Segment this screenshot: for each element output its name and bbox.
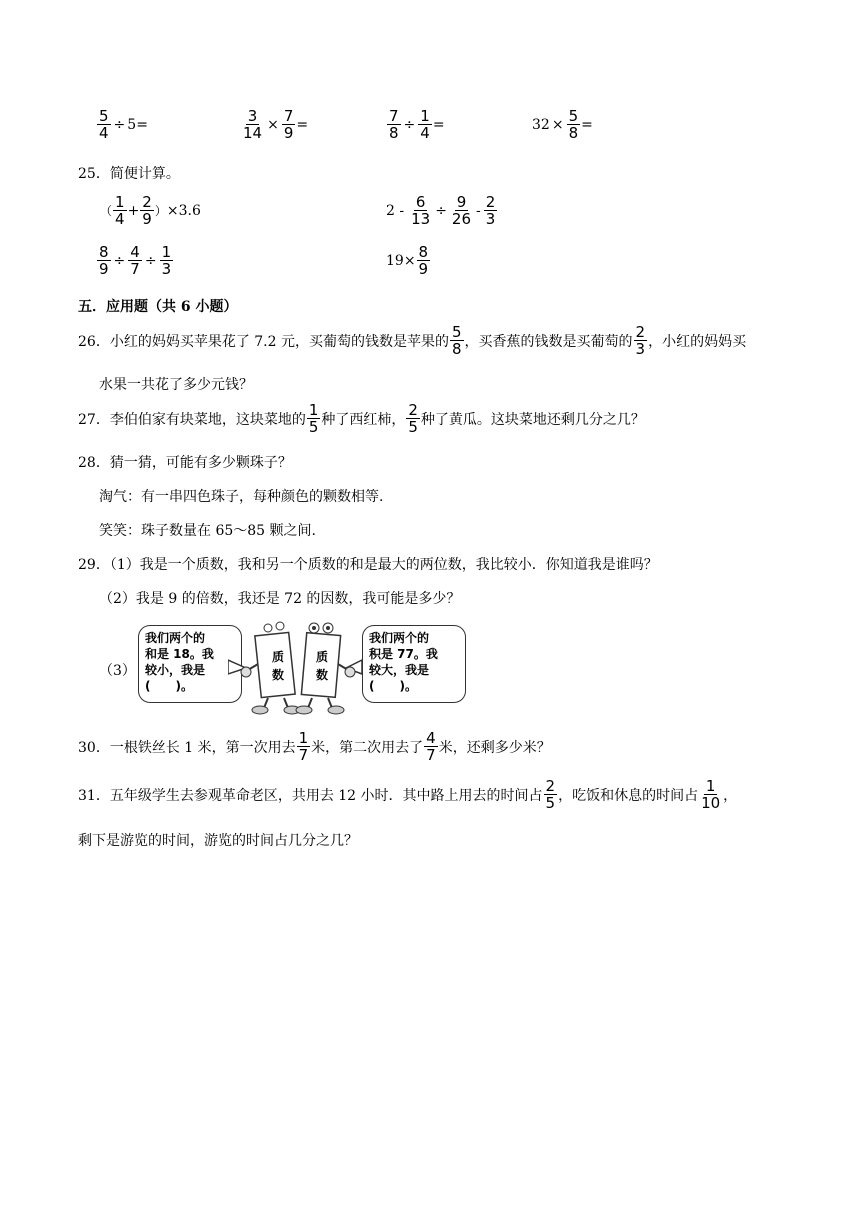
equals: = [581,116,593,133]
section-heading: 五．应用题（共 6 小题） [78,299,238,315]
question-30 [78,730,551,763]
fraction: $\frac{4}{7}$ [130,243,140,278]
head: 2 - [386,202,405,219]
q25-expr-4 [386,244,431,277]
question-26-line2: 水果一共花了多少元钱？ [99,377,253,393]
speech-bubble-right: 我们两个的 积是 77。我 较大，我是 ( )。 [362,625,466,703]
expr-1 [96,108,148,141]
text: 26．小红的妈妈买苹果花了 7.2 元，买葡萄的钱数是苹果的 [78,333,449,350]
card-left-text: 质 数 [271,650,284,682]
expr-2 [240,108,308,141]
fraction: $\frac{1}{4}$ [420,107,430,142]
text: 种了西红柿， [321,411,406,428]
cartoon-figures-icon [228,620,368,716]
paren-open: （ [100,204,113,218]
equals: = [296,116,309,133]
question-26 [78,324,746,357]
text: 种了黄瓜。这块菜地还剩几分之几？ [420,411,645,428]
equals: = [432,116,445,133]
equals: = [136,116,148,133]
question-25-label: 25．简便计算。 [78,166,180,182]
fraction: $\frac{2}{3}$ [635,323,646,358]
fraction: $\frac{5}{8}$ [451,323,462,358]
text: ，吃饭和休息的时间占 [558,787,699,804]
fraction: $\frac{9}{26}$ [451,193,472,228]
fraction: $\frac{5}{8}$ [568,107,579,142]
q25-expr-2 [386,194,498,227]
head: 19× [386,252,416,269]
question-29: 29．（1）我是一个质数，我和另一个质数的和是最大的两位数，我比较小．你知道我是谁吗？ [78,557,658,573]
fraction: $\frac{3}{14}$ [243,107,263,142]
operator: ÷ [113,252,126,269]
operator: × [267,116,279,133]
paren-close: ） [154,204,167,218]
fraction: $\frac{2}{5}$ [408,401,418,436]
fraction: $\frac{8}{9}$ [418,243,429,278]
fraction: $\frac{6}{13}$ [411,193,431,228]
question-28-line2: 淘气：有一串四色珠子，每种颜色的颗数相等. [99,489,384,505]
fraction: $\frac{2}{9}$ [142,193,152,228]
operator: - [476,202,481,219]
text: ， [723,787,738,804]
operator: ÷ [113,116,126,133]
expr-4 [532,108,593,141]
text: 30．一根铁丝长 1 米，第一次用去 [78,739,296,756]
fraction: $\frac{8}{9}$ [99,243,109,278]
question-31 [78,778,737,811]
question-29-line2: （2）我是 9 的倍数，我还是 72 的因数，我可能是多少？ [99,591,461,607]
text: 31．五年级学生去参观革命老区，共用去 12 小时．其中路上用去的时间占 [78,787,543,804]
fraction: $\frac{1}{4}$ [115,193,125,228]
fraction: $\frac{5}{4}$ [99,107,109,142]
fraction: $\frac{7}{9}$ [283,107,294,142]
fraction: $\frac{4}{7}$ [426,729,436,764]
question-31-line2: 剩下是游览的时间，游览的时间占几分之几？ [78,833,358,849]
plus: + [127,202,140,219]
question-27 [78,402,645,435]
operand: 5 [127,116,137,133]
fraction: $\frac{1}{7}$ [298,729,309,764]
fraction: $\frac{2}{3}$ [485,193,496,228]
text: ，小红的妈妈买 [648,333,747,350]
question-29-label3: （3） [99,663,136,679]
question-28-line3: 笑笑：珠子数量在 65～85 颗之间. [99,523,316,539]
text: 米，还剩多少米？ [438,739,551,756]
card-right-text: 质 数 [315,650,328,682]
fraction: $\frac{7}{8}$ [389,107,399,142]
fraction: $\frac{1}{10}$ [701,777,721,812]
question-28: 28．猜一猜，可能有多少颗珠子？ [78,455,292,471]
text: ，买香蕉的钱数是买葡萄的 [464,333,633,350]
text: 米，第二次用去了 [311,739,424,756]
fraction: $\frac{1}{5}$ [308,401,319,436]
fraction: $\frac{1}{3}$ [161,243,172,278]
fraction: $\frac{2}{5}$ [545,777,556,812]
q25-expr-3 [96,244,174,277]
operator: ÷ [435,202,447,219]
operator: ÷ [403,116,416,133]
speech-bubble-left: 我们两个的 和是 18。我 较小，我是 ( )。 [138,625,242,703]
operand: 32 [532,116,550,133]
text: 27．李伯伯家有块菜地，这块菜地的 [78,411,306,428]
tail: ×3.6 [166,202,201,219]
operator: ÷ [144,252,157,269]
expr-3 [386,108,445,141]
operator: × [551,116,564,133]
q25-expr-1 [100,194,201,227]
